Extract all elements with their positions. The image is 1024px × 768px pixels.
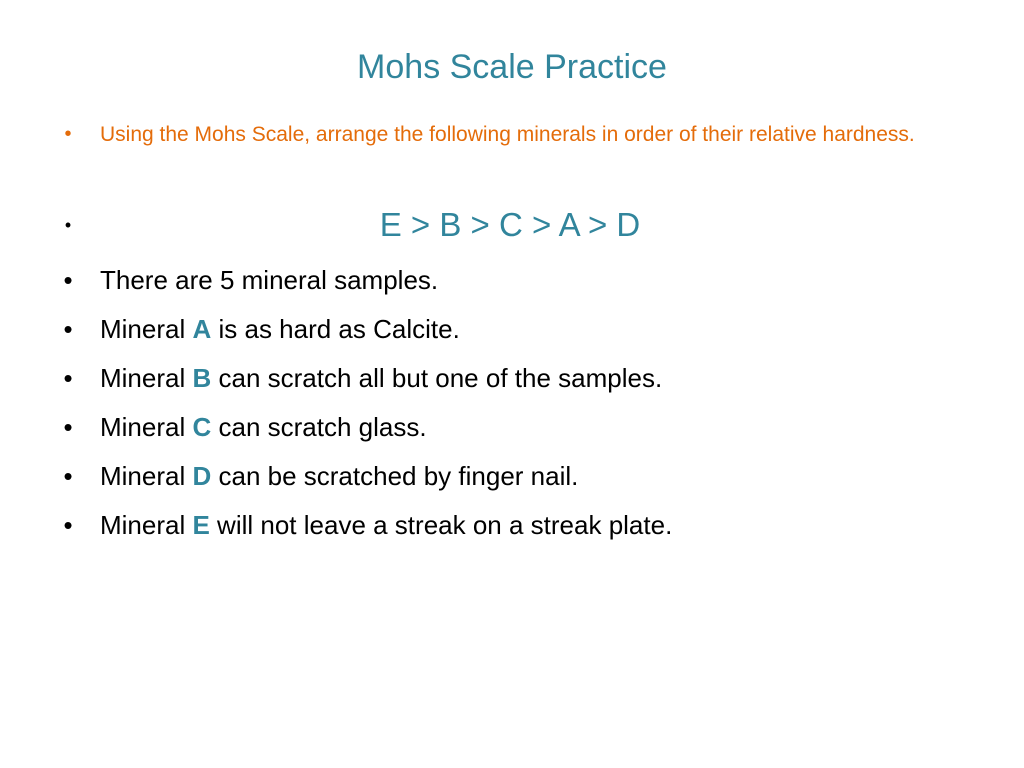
clue-text bbox=[100, 409, 940, 445]
clue-text: There are 5 mineral samples. bbox=[100, 265, 439, 295]
clue-prefix: Mineral bbox=[100, 314, 193, 344]
bullet-icon: • bbox=[63, 314, 73, 344]
bullet-icon: • bbox=[63, 265, 73, 295]
answer-text: E > B > C > A > D bbox=[379, 206, 641, 243]
bullet-icon: • bbox=[63, 461, 73, 491]
clue-text bbox=[100, 458, 940, 494]
clue-suffix: is as hard as Calcite. bbox=[211, 314, 460, 344]
mineral-letter: C bbox=[192, 412, 212, 442]
clue-suffix: can scratch glass. bbox=[211, 412, 427, 442]
bullet-icon: • bbox=[64, 123, 72, 145]
mineral-letter: B bbox=[192, 363, 212, 393]
clue-text bbox=[100, 360, 940, 396]
clue-prefix: Mineral bbox=[100, 461, 193, 491]
clue-suffix: will not leave a streak on a streak plate. bbox=[209, 510, 673, 540]
bullet-icon: • bbox=[63, 363, 73, 393]
clue-text bbox=[100, 311, 940, 347]
mineral-letter: D bbox=[192, 461, 212, 491]
mineral-letter: E bbox=[192, 510, 210, 540]
instruction-text: Using the Mohs Scale, arrange the following minerals in order of their relative hardness. bbox=[100, 123, 915, 146]
clue-suffix: can be scratched by finger nail. bbox=[211, 461, 579, 491]
clue-prefix: Mineral bbox=[100, 510, 193, 540]
bullet-icon: • bbox=[64, 215, 72, 235]
clue-text bbox=[100, 507, 940, 543]
bullet-icon: • bbox=[63, 510, 73, 540]
clue-prefix: Mineral bbox=[100, 363, 193, 393]
slide-title: Mohs Scale Practice bbox=[357, 48, 667, 86]
clue-suffix: can scratch all but one of the samples. bbox=[211, 363, 663, 393]
mineral-letter: A bbox=[192, 314, 212, 344]
bullet-icon: • bbox=[63, 412, 73, 442]
clue-prefix: Mineral bbox=[100, 412, 193, 442]
